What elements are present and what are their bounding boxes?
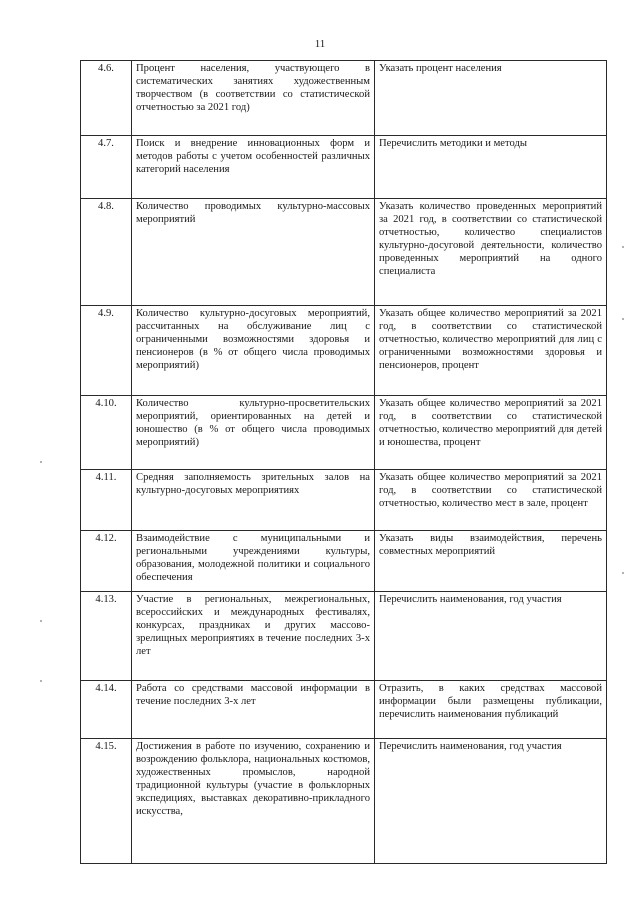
row-instruction: Указать виды взаимодействия, перечень совместных мероприятий <box>375 531 607 592</box>
row-number: 4.6. <box>81 61 132 136</box>
row-description: Количество культурно-просветительских мероприятий, ориентированных на детей и юношество (в % от общего числа проводимых мероприятий) <box>132 396 375 470</box>
table-row <box>81 531 607 592</box>
table-row <box>81 199 607 306</box>
row-description: Достижения в работе по изучению, сохранению и возрождению фольклора, национальных костюмов, художественных промыслов, народной традиционной культуры (участие в фольклорных экспедициях, выставках декоративно-прикладного искусства, <box>132 739 375 864</box>
table-row <box>81 592 607 681</box>
table-row <box>81 61 607 136</box>
row-instruction: Перечислить наименования, год участия <box>375 739 607 864</box>
row-description: Поиск и внедрение инновационных форм и методов работы с учетом особенностей различных категорий населения <box>132 136 375 199</box>
row-number: 4.11. <box>81 470 132 531</box>
row-number: 4.8. <box>81 199 132 306</box>
scan-speck <box>40 620 42 622</box>
row-instruction: Указать общее количество мероприятий за 2021 год, в соответствии со статистической отчетностью, количество мероприятий для лиц с ограниченными возможностями здоровья и пенсионеров, процент <box>375 306 607 396</box>
row-description: Количество проводимых культурно-массовых мероприятий <box>132 199 375 306</box>
row-description: Процент населения, участвующего в систематических занятиях художественным творчеством (в соответствии со статистической отчетностью за 2021 год) <box>132 61 375 136</box>
row-instruction: Указать количество проведенных мероприятий за 2021 год, в соответствии со статистической отчетностью, количество специалистов культурно-досуговой деятельности, количество проведенных мероприятий на одного специалиста <box>375 199 607 306</box>
row-number: 4.15. <box>81 739 132 864</box>
page-number: 11 <box>314 38 326 50</box>
row-instruction: Перечислить методики и методы <box>375 136 607 199</box>
row-description: Работа со средствами массовой информации в течение последних 3-х лет <box>132 681 375 739</box>
row-number: 4.7. <box>81 136 132 199</box>
table-row <box>81 681 607 739</box>
row-number: 4.14. <box>81 681 132 739</box>
row-instruction: Отразить, в каких средствах массовой информации были размещены публикации, перечислить наименования публикаций <box>375 681 607 739</box>
row-number: 4.10. <box>81 396 132 470</box>
criteria-table <box>80 60 607 864</box>
row-number: 4.12. <box>81 531 132 592</box>
row-number: 4.13. <box>81 592 132 681</box>
scan-speck <box>622 572 624 574</box>
scan-speck <box>622 318 624 320</box>
scan-speck <box>40 680 42 682</box>
row-description: Взаимодействие с муниципальными и региональными учреждениями культуры, образования, молодежной политики и социального обеспечения <box>132 531 375 592</box>
row-number: 4.9. <box>81 306 132 396</box>
table-row <box>81 306 607 396</box>
table-row <box>81 470 607 531</box>
table-row <box>81 739 607 864</box>
row-instruction: Указать процент населения <box>375 61 607 136</box>
row-instruction: Указать общее количество мероприятий за 2021 год, в соответствии со статистической отчетностью, количество мест в зале, процент <box>375 470 607 531</box>
table-row <box>81 396 607 470</box>
table-row <box>81 136 607 199</box>
scan-speck <box>40 461 42 463</box>
row-instruction: Указать общее количество мероприятий за 2021 год, в соответствии со статистической отчетностью, количество мероприятий для детей и юношества, процент <box>375 396 607 470</box>
row-description: Средняя заполняемость зрительных залов на культурно-досуговых мероприятиях <box>132 470 375 531</box>
scan-speck <box>622 246 624 248</box>
row-instruction: Перечислить наименования, год участия <box>375 592 607 681</box>
row-description: Участие в региональных, межрегиональных, всероссийских и международных фестивалях, конкурсах, праздниках и других массово-зрелищных мероприятиях в течение последних 3-х лет <box>132 592 375 681</box>
row-description: Количество культурно-досуговых мероприятий, рассчитанных на обслуживание лиц с ограниченными возможностями здоровья и пенсионеров (в % от общего числа проводимых мероприятий) <box>132 306 375 396</box>
